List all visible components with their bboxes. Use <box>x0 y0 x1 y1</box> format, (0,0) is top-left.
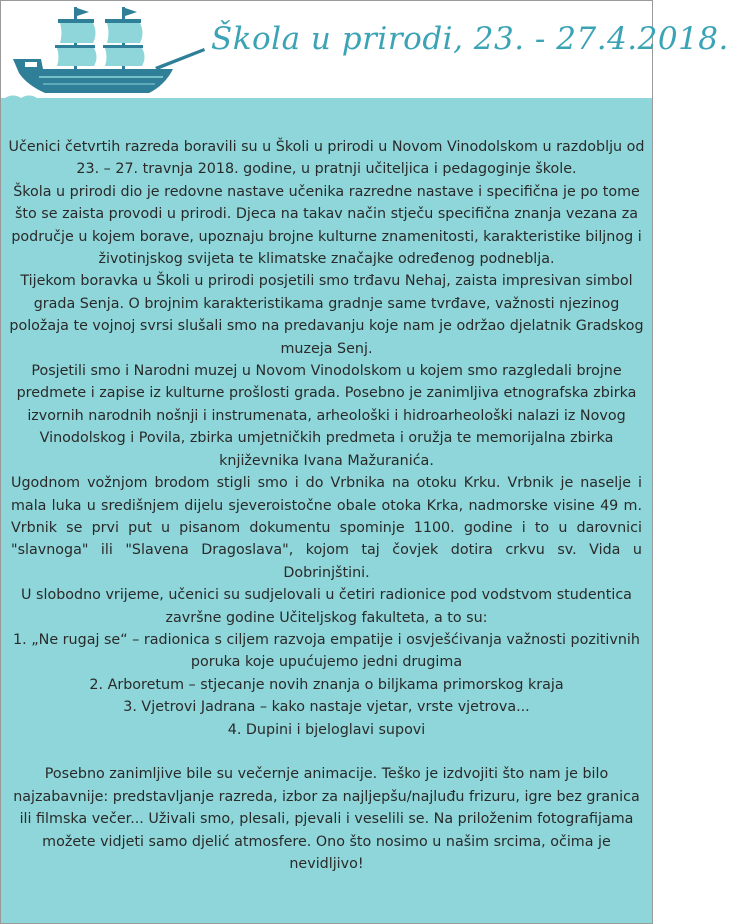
article-body <box>1 98 652 923</box>
page-title: Škola u prirodi, 23. - 27.4.2018. <box>211 21 729 57</box>
paragraph-nehaj-fortress: Tijekom boravka u Školi u prirodi posjetili smo trđavu Nehaj, zaista impresivan simbol grada Senja. O brojnim karakteristikama gradnje same tvrđave, važnosti njezinog položaja te vojnoj svrsi slušali smo na predavanju koje nam je održao djelatnik Gradskog muzeja Senj. <box>9 273 644 357</box>
workshop-item: 1. „Ne rugaj se“ – radionica s ciljem razvoja empatije i osvješćivanja važnosti pozitivnih poruka koje upućujemo jedni drugima <box>13 631 640 671</box>
paragraph-intro: Učenici četvrtih razreda boravili su u Školi u prirodi u Novom Vinodolskom u razdoblju od 23. – 27. travnja 2018. godine, u pratnji učiteljica i pedagoginje škole. <box>8 139 645 178</box>
workshop-item: 3. Vjetrovi Jadrana – kako nastaje vjetar, vrste vjetrova... <box>123 699 530 716</box>
paragraph-closing: Posebno zanimljive bile su večernje animacije. Teško je izdvojiti što nam je bilo najzabavnije: predstavljanje razreda, izbor za najljepšu/najluđu frizuru, igre bez granica ili filmska večer... Uživali smo, plesali, pjevali i veselili se. Na priloženim fotografijama možete vidjeti samo djelić atmosfere. Ono što nosimo u našim srcima, očima je nevidljivo! <box>13 766 640 872</box>
workshop-item: 2. Arboretum – stjecanje novih znanja o biljkama primorskog kraja <box>89 676 564 693</box>
sailing-ship-icon <box>5 7 210 98</box>
paragraph-vrbnik: Ugodnom vožnjom brodom stigli smo i do Vrbnika na otoku Krku. Vrbnik je naselje i mala luka u središnjem dijelu sjeveroistočne obale otoka Krka, nadmorske visine 49 m. Vrbnik se prvi put u pisanom dokumentu spominje 1100. godine i to u darovnici "slavnoga" ili "Slavena Dragoslava", kojom taj čovjek dotira crkvu sv. Vida u Dobrinjštini. <box>11 475 642 581</box>
workshop-item: 4. Dupini i bjeloglavi supovi <box>227 721 426 738</box>
spacer <box>7 741 646 763</box>
paragraph-workshops-intro: U slobodno vrijeme, učenici su sudjelovali u četiri radionice pod vodstvom studentica završne godine Učiteljskog fakulteta, a to su: <box>21 587 632 626</box>
page-header <box>1 1 729 98</box>
paragraph-museum: Posjetili smo i Narodni muzej u Novom Vinodolskom u kojem smo razgledali brojne predmete i zapise iz kulturne prošlosti grada. Posebno je zanimljiva etnografska zbirka izvornih narodnih nošnji i instrumenata, arheološki i hidroarheološki nalazi iz Novog Vinodolskog i Povila, zbirka umjetničkih predmeta i oružja te memorijalna zbirka književnika Ivana Mažuranića. <box>16 363 637 469</box>
paragraph-school-in-nature: Škola u prirodi dio je redovne nastave učenika razredne nastave i specifična je po tome što se zaista provodi u prirodi. Djeca na takav način stječu specifična znanja vezana za područje u kojem borave, upoznaju brojne kulturne znamenitosti, karakteristike biljnog i životinjskog svijeta te klimatske značajke određenog podneblja. <box>11 183 642 268</box>
